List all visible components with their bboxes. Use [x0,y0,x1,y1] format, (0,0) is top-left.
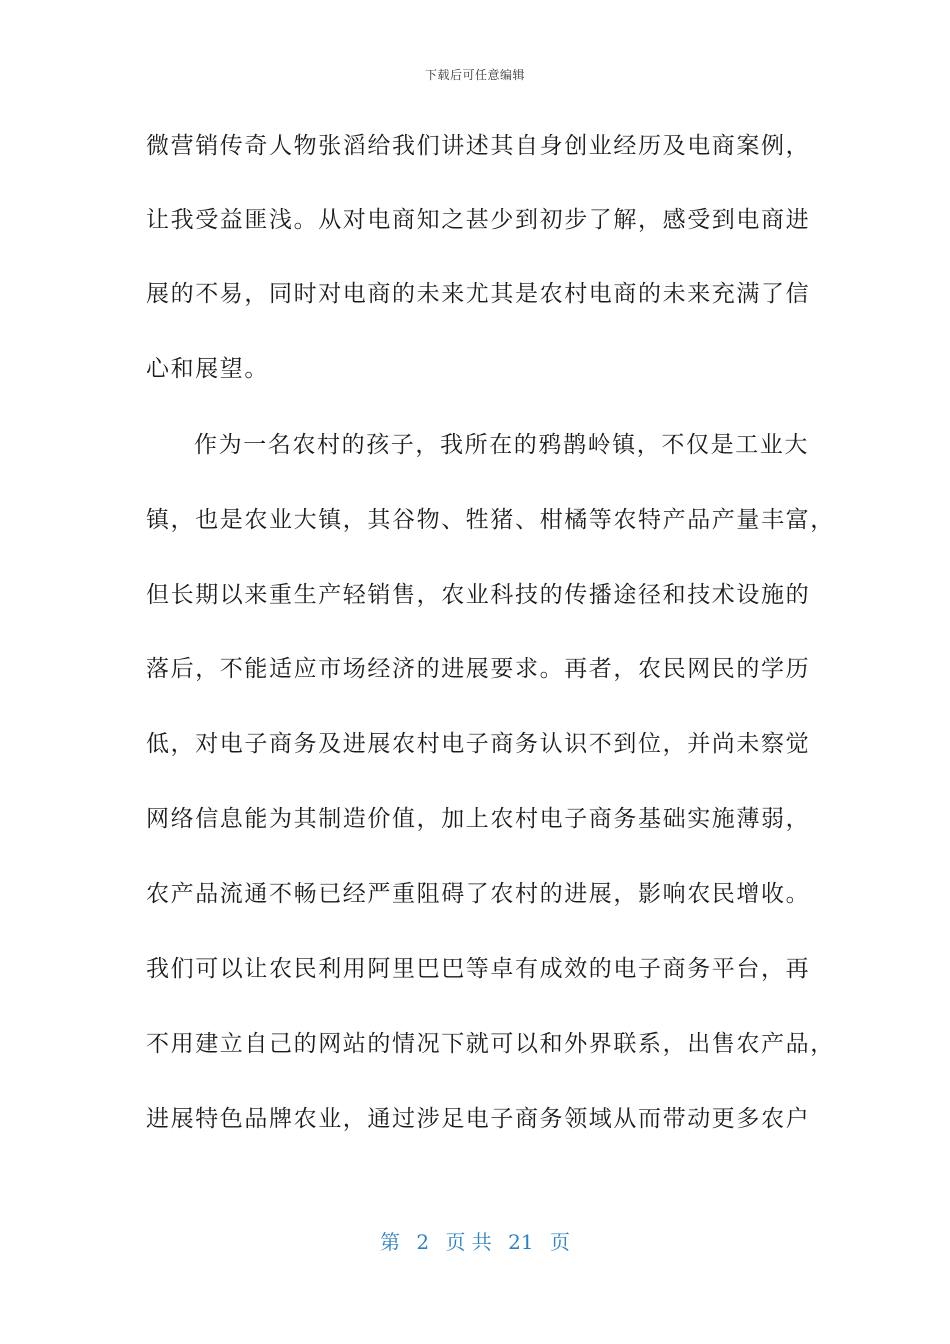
page-number-footer [0,1226,950,1255]
footer-prefix: 第 [380,1230,400,1254]
body-line: 网络信息能为其制造价值，加上农村电子商务基础实施薄弱， [146,806,811,832]
body-line: 低，对电子商务及进展农村电子商务认识不到位，并尚未察觉 [146,731,811,757]
body-line: 让我受益匪浅。从对电商知之甚少到初步了解，感受到电商进 [146,207,811,233]
body-line: 但长期以来重生产轻销售，农业科技的传播途径和技术设施的 [146,582,811,608]
footer-suffix: 页 [549,1230,570,1254]
body-line: 展的不易，同时对电商的未来尤其是农村电商的未来充满了信 [146,281,811,307]
body-line: 镇，也是农业大镇，其谷物、牲猪、柑橘等农特产品产量丰富， [146,507,835,533]
total-page-number: 21 [508,1230,534,1254]
page-header-note: 下载后可任意编辑 [424,68,525,82]
body-line: 我们可以让农民利用阿里巴巴等卓有成效的电子商务平台，再 [146,956,811,982]
body-line: 落后，不能适应市场经济的进展要求。再者，农民网民的学历 [146,656,811,682]
body-line: 微营销传奇人物张滔给我们讲述其自身创业经历及电商案例， [146,133,811,159]
body-line: 农产品流通不畅已经严重阻碍了农村的进展，影响农民增收。 [146,881,811,907]
footer-middle: 页 共 [445,1230,492,1254]
body-line: 不用建立自己的网站的情况下就可以和外界联系，出售农产品， [146,1031,835,1057]
body-line: 进展特色品牌农业，通过涉足电子商务领域从而带动更多农户 [146,1106,811,1132]
body-line: 作为一名农村的孩子，我所在的鸦鹊岭镇，不仅是工业大 [194,432,809,458]
body-line: 心和展望。 [146,356,269,382]
current-page-number: 2 [416,1230,430,1254]
